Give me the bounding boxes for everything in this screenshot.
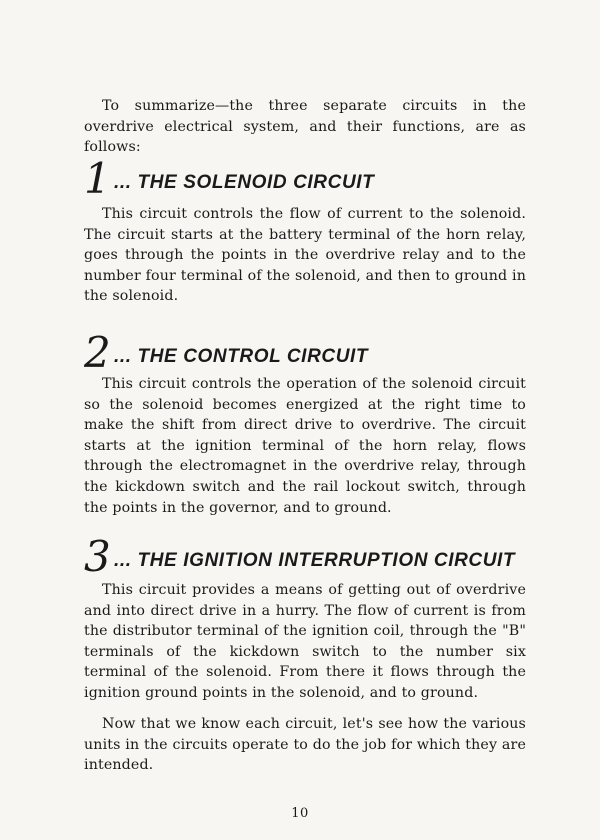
section-1-title: ... THE SOLENOID CIRCUIT <box>114 172 375 193</box>
section-3-body: This circuit provides a means of getting out of overdrive and into direct drive in a hurry. The flow of current is from the distributor terminal of the ignition coil, through the "B" terminals of the kickdown switch to the number six terminal of the solenoid. From there it flows through the ignition ground points in the solenoid, and to ground. <box>84 582 526 701</box>
section-2-heading <box>84 326 369 377</box>
page-number: 10 <box>291 806 309 821</box>
section-1-numeral: 1 <box>84 154 111 203</box>
section-2-title: ... THE CONTROL CIRCUIT <box>114 346 369 367</box>
section-2-body: This circuit controls the operation of the solenoid circuit so the solenoid becomes energized at the right time to make the shift from direct drive to overdrive. The circuit starts at the ignition terminal of the horn relay, flows through the electromagnet in the overdrive relay, through the kickdown switch and the rail lockout switch, through the points in the governor, and to ground. <box>84 376 526 516</box>
section-2-numeral: 2 <box>84 328 111 377</box>
section-3-numeral: 3 <box>84 532 111 581</box>
intro-paragraph: To summarize—the three separate circuits in the overdrive electrical system, and their functions, are as follows: <box>84 98 526 156</box>
section-3-title: ... THE IGNITION INTERRUPTION CIRCUIT <box>114 550 516 571</box>
section-1-heading <box>84 152 375 203</box>
closing-paragraph: Now that we know each circuit, let's see how the various units in the circuits operate to do the job for which they are intended. <box>84 716 526 774</box>
section-3-heading <box>84 530 516 581</box>
section-1-body: This circuit controls the flow of current to the solenoid. The circuit starts at the battery terminal of the horn relay, goes through the points in the overdrive relay and to the number four terminal of the solenoid, and then to ground in the solenoid. <box>84 206 526 305</box>
